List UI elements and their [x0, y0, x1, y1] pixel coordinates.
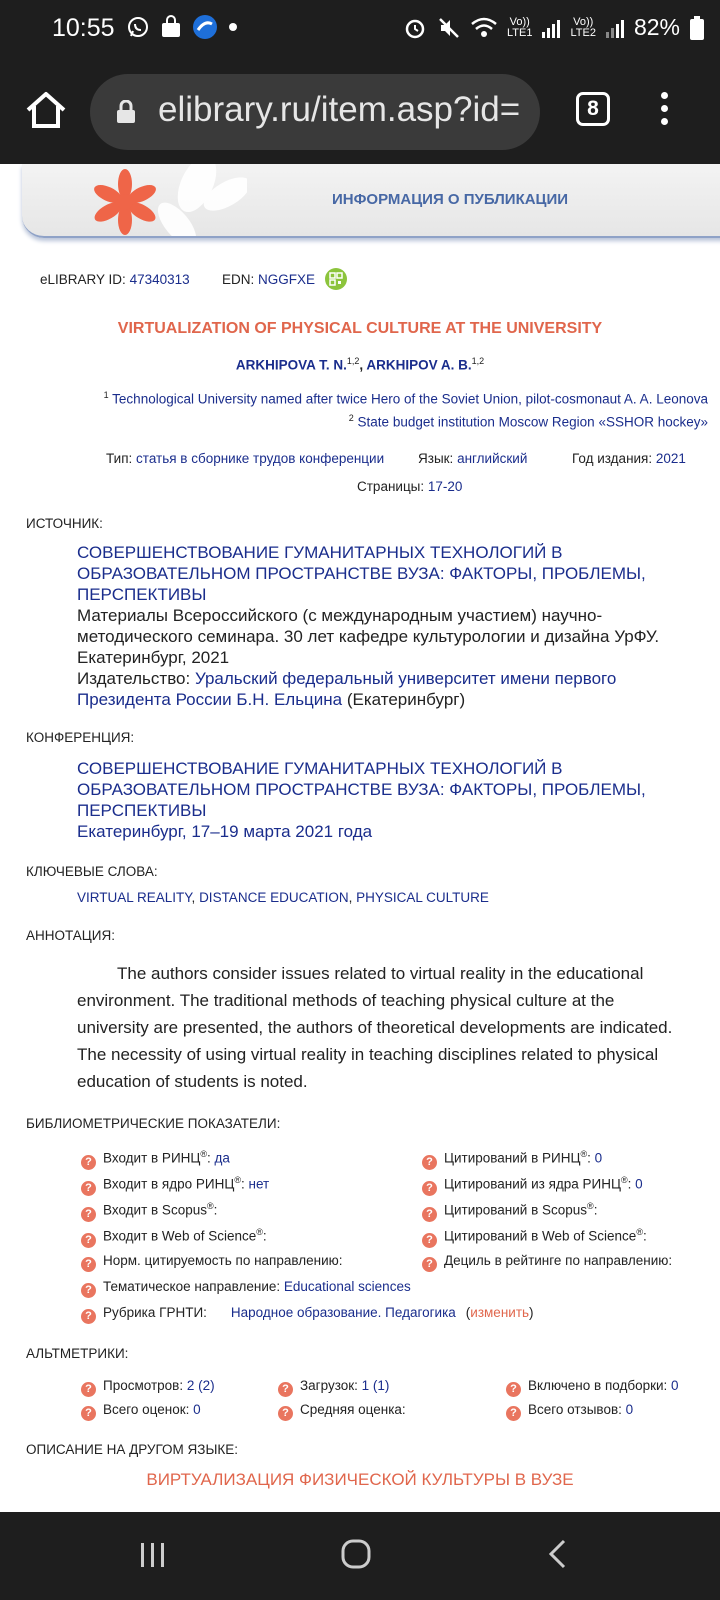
author-2[interactable]: ARKHIPOV A. B. — [366, 357, 472, 373]
help-icon[interactable]: ? — [278, 1382, 293, 1397]
lock-icon — [116, 100, 136, 124]
source-heading: ИСТОЧНИК: — [26, 516, 103, 531]
affiliation-1: $^1$ Technological University named after twice Hero of the Soviet Union, pilot-cosmonaut A. A. Leonova — [103, 390, 708, 407]
author-1[interactable]: ARKHIPOVA T. N. — [235, 357, 347, 373]
banner-title: ИНФОРМАЦИЯ О ПУБЛИКАЦИИ — [332, 191, 569, 208]
biblio-grnti: ? Рубрика ГРНТИ: Народное образование. Педагогика (изменить) — [81, 1305, 534, 1324]
back-icon[interactable] — [546, 1538, 568, 1570]
biblio-right-1: ? Цитирований из ядра РИНЦ®: 0 — [422, 1175, 643, 1196]
help-icon[interactable]: ? — [81, 1406, 96, 1421]
affiliations — [104, 386, 708, 431]
affiliation-2: $^2$ State budget institution Moscow Region «SSHOR hockey» — [348, 412, 708, 429]
help-icon[interactable]: ? — [81, 1257, 96, 1272]
publisher-link[interactable]: Уральский федеральный университет имени первого — [194, 669, 617, 688]
wifi-icon — [471, 17, 497, 39]
system-icons — [403, 14, 704, 41]
type-value[interactable]: статья в сборнике трудов конференции — [136, 451, 385, 466]
biblio-left-1: ? Входит в ядро РИНЦ®: нет — [81, 1175, 269, 1196]
shopping-bag-icon — [160, 15, 182, 39]
keywords-list: VIRTUAL REALITY, DISTANCE EDUCATION, PHYSICAL CULTURE — [77, 890, 489, 905]
help-icon[interactable]: ? — [81, 1207, 96, 1222]
other-language-heading: ОПИСАНИЕ НА ДРУГОМ ЯЗЫКЕ: — [26, 1442, 239, 1457]
publisher-link-2[interactable]: Президента России Б.Н. Ельцина — [77, 690, 343, 709]
author-2-affil: 1,2 — [471, 356, 485, 366]
flower-logo-icon — [57, 164, 247, 238]
authors — [0, 356, 720, 373]
grnti-link[interactable]: Народное образование. Педагогика — [230, 1305, 456, 1320]
average-rating: ? Средняя оценка: — [278, 1402, 406, 1421]
help-icon[interactable]: ? — [81, 1155, 96, 1170]
recent-apps-icon[interactable] — [138, 1540, 168, 1570]
views: ? Просмотров: 2 (2) — [81, 1378, 215, 1397]
help-icon[interactable]: ? — [81, 1233, 96, 1248]
tab-switcher-button[interactable]: 8 — [576, 92, 610, 126]
elibrary-id-value[interactable]: 47340313 — [129, 272, 190, 287]
help-icon[interactable]: ? — [278, 1406, 293, 1421]
mute-icon — [437, 16, 461, 40]
language-value: английский — [457, 451, 528, 466]
biblio-heading: БИБЛИОМЕТРИЧЕСКИЕ ПОКАЗАТЕЛИ: — [26, 1116, 281, 1131]
publication-language: Язык: английский — [418, 451, 528, 466]
keyword-1[interactable]: VIRTUAL REALITY — [77, 890, 192, 905]
altmetrics-heading: АЛЬТМЕТРИКИ: — [26, 1346, 129, 1361]
help-icon[interactable]: ? — [422, 1257, 437, 1272]
keyword-3[interactable]: PHYSICAL CULTURE — [356, 890, 489, 905]
pages-value: 17-20 — [427, 479, 463, 494]
thematic-area-link[interactable]: Educational sciences — [283, 1279, 411, 1294]
change-grnti-link[interactable]: изменить — [470, 1305, 530, 1320]
notification-icons — [126, 14, 238, 40]
source-block — [77, 542, 697, 710]
dot-icon — [228, 22, 238, 32]
year-value: 2021 — [655, 451, 686, 466]
publication-pages: Страницы: 17-20 — [357, 479, 463, 494]
lte2-indicator: Vo)) LTE2 — [570, 15, 596, 39]
whatsapp-icon — [126, 15, 150, 39]
help-icon[interactable]: ? — [422, 1207, 437, 1222]
biblio-left-5: ? Тематическое направление: Educational sciences — [81, 1279, 411, 1298]
home-nav-icon[interactable] — [340, 1538, 372, 1570]
edn-value[interactable]: NGGFXE — [258, 272, 316, 287]
collections: ? Включено в подборки: 0 — [506, 1378, 679, 1397]
help-icon[interactable]: ? — [81, 1181, 96, 1196]
header-banner — [22, 164, 720, 238]
qr-code-icon[interactable] — [325, 268, 347, 290]
page-content — [0, 164, 720, 1512]
browser-toolbar — [0, 62, 720, 164]
other-language-title: ВИРТУАЛИЗАЦИЯ ФИЗИЧЕСКОЙ КУЛЬТУРЫ В ВУЗЕ — [146, 1470, 574, 1489]
author-1-affil: 1,2 — [346, 356, 360, 366]
home-icon[interactable] — [22, 86, 70, 134]
keywords-heading: КЛЮЧЕВЫЕ СЛОВА: — [26, 864, 158, 879]
biblio-right-4: ? Дециль в рейтинге по направлению: — [422, 1253, 672, 1272]
biblio-left-3: ? Входит в Web of Science®: — [81, 1227, 267, 1248]
menu-icon[interactable] — [658, 92, 670, 132]
ratings: ? Всего оценок: 0 — [81, 1402, 201, 1421]
biblio-right-0: ? Цитирований в РИНЦ®: 0 — [422, 1149, 602, 1170]
source-title[interactable]: СОВЕРШЕНСТВОВАНИЕ ГУМАНИТАРНЫХ ТЕХНОЛОГИЙ В ОБРАЗОВАТЕЛЬНОМ ПРОСТРАНСТВЕ ВУЗА: ФАКТОРЫ, ПРОБЛЕМЫ, ПЕРСПЕКТИВЫ — [77, 543, 646, 604]
biblio-left-0: ? Входит в РИНЦ®: да — [81, 1149, 230, 1170]
signal-icon — [542, 18, 560, 38]
biblio-left-2: ? Входит в Scopus®: — [81, 1201, 217, 1222]
help-icon[interactable]: ? — [422, 1181, 437, 1196]
battery-percent: 82% — [633, 14, 680, 40]
help-icon[interactable]: ? — [506, 1406, 521, 1421]
conference-heading: КОНФЕРЕНЦИЯ: — [26, 730, 135, 745]
clock: 10:55 — [52, 14, 115, 42]
biblio-right-3: ? Цитирований в Web of Science®: — [422, 1227, 647, 1248]
help-icon[interactable]: ? — [81, 1382, 96, 1397]
help-icon[interactable]: ? — [422, 1155, 437, 1170]
help-icon[interactable]: ? — [506, 1382, 521, 1397]
lte1-indicator: Vo)) LTE1 — [506, 15, 533, 39]
keyword-2[interactable]: DISTANCE EDUCATION — [199, 890, 349, 905]
biblio-left-4: ? Норм. цитируемость по направлению: — [81, 1253, 343, 1272]
reviews: ? Всего отзывов: 0 — [506, 1402, 633, 1421]
signal-icon-2 — [606, 18, 624, 38]
alarm-icon — [403, 16, 427, 40]
url-text: elibrary.ru/item.asp?id= — [158, 90, 521, 129]
status-bar — [0, 0, 720, 62]
author-separator: , — [359, 357, 367, 373]
elibrary-id-label: eLIBRARY ID: — [40, 272, 126, 287]
edn-row — [222, 272, 315, 287]
abstract-text: The authors consider issues related to virtual reality in the educational environment. The traditional methods of teaching physical culture at the university are presented, the authors of theoretical developments are indicated. The necessity of using virtual reality in teaching disciplines related to physical education of students is noted. — [77, 964, 673, 1091]
biblio-right-2: ? Цитирований в Scopus®: — [422, 1201, 597, 1222]
publication-year: Год издания: 2021 — [572, 451, 686, 466]
conference-block[interactable]: СОВЕРШЕНСТВОВАНИЕ ГУМАНИТАРНЫХ ТЕХНОЛОГИЙ В ОБРАЗОВАТЕЛЬНОМ ПРОСТРАНСТВЕ ВУЗА: ФАКТОРЫ, ПРОБЛЕМЫ, ПЕРСПЕКТИВЫ Екатеринбург, 17–19 марта 2021 года — [77, 759, 646, 841]
affiliation-2-link[interactable]: State budget institution Moscow Region «SSHOR hockey» — [357, 414, 708, 429]
help-icon[interactable]: ? — [81, 1309, 96, 1324]
abstract-heading: АННОТАЦИЯ: — [26, 928, 115, 943]
help-icon[interactable]: ? — [81, 1283, 96, 1298]
article-title: VIRTUALIZATION OF PHYSICAL CULTURE AT THE UNIVERSITY — [117, 320, 603, 337]
affiliation-1-link[interactable]: Technological University named after twice Hero of the Soviet Union, pilot-cosmonaut A. A. Leonova — [112, 391, 708, 407]
downloads: ? Загрузок: 1 (1) — [278, 1378, 389, 1397]
source-description: Материалы Всероссийского (с международным участием) научно- методического семинара. 30 лет кафедре культурологии и дизайна УрФУ. Екатеринбург, 2021 — [77, 606, 660, 667]
app-icon — [192, 14, 218, 40]
publication-type: Тип: статья в сборнике трудов конференции — [106, 451, 385, 466]
address-bar[interactable] — [90, 74, 540, 150]
edn-label: EDN: — [222, 272, 255, 287]
source-publisher: Издательство: Уральский федеральный университет имени первого Президента России Б.Н. Ельцина (Екатеринбург) — [77, 669, 617, 709]
battery-icon — [690, 16, 704, 40]
help-icon[interactable]: ? — [422, 1233, 437, 1248]
navigation-bar — [0, 1512, 720, 1600]
elibrary-id-row — [40, 272, 190, 287]
